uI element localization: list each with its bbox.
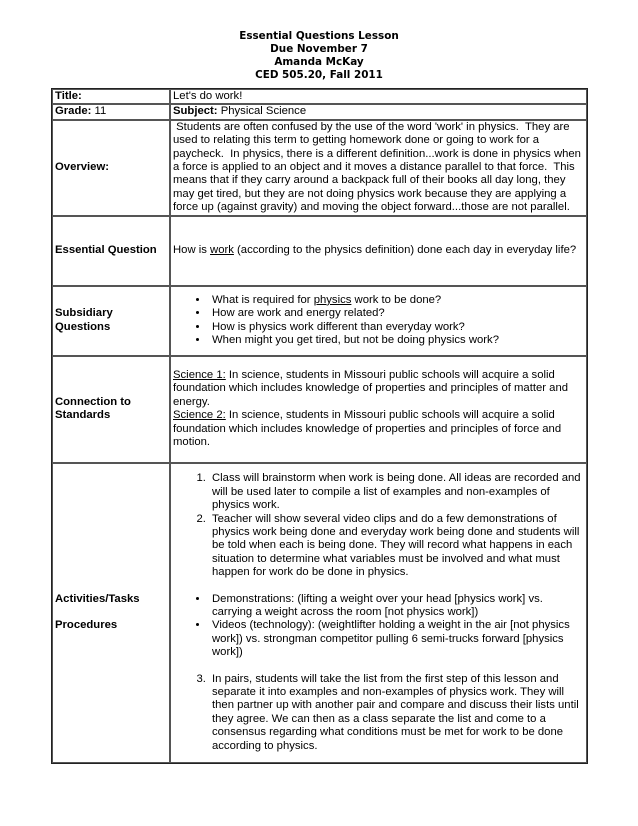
essential-question-row [52, 216, 587, 286]
q1-post: work to be done? [351, 293, 442, 306]
essential-question-post: (according to the physics definition) done each day in everyday life? [233, 243, 577, 256]
demonstration-list [173, 593, 584, 660]
q1-keyword: physics [313, 293, 352, 306]
essential-question-pre: How is [173, 243, 211, 256]
grade-label: Grade: [55, 105, 92, 118]
activities-label [52, 463, 170, 763]
list-item: • How is physics work different than everyday work? [209, 321, 584, 334]
standards-label [52, 356, 170, 463]
grade-row [52, 104, 587, 119]
q1-pre: What is required for [212, 293, 314, 306]
list-item: 3. In pairs, students will take the list from the first step of this lesson and separate it into examples and non-examples of physics work. They will then partner up with another pair and compare and discuss their lists until they agree. We can then as a class separate the list and come to a consensus regarding what conditions must be met for work to be done according to physics. [209, 673, 584, 753]
grade-cell [52, 104, 170, 119]
subject-label: Subject: [173, 105, 218, 118]
lesson-plan-table [51, 88, 588, 764]
procedure-steps-b [173, 673, 584, 753]
list-item: • How are work and energy related? [209, 307, 584, 320]
standard-1 [173, 369, 584, 409]
grade-value: 11 [91, 105, 107, 118]
overview-row [52, 120, 587, 216]
standards-label-line1: Connection to [55, 395, 131, 408]
list-item: • When might you get tired, but not be doing physics work? [209, 334, 584, 347]
standards-label-line2: Standards [55, 409, 111, 422]
subject-value: Physical Science [217, 105, 307, 118]
header-author: Amanda McKay [274, 56, 364, 68]
essential-question-keyword: work [210, 243, 234, 256]
header-title: Essential Questions Lesson [239, 30, 399, 42]
title-value: Let's do work! [170, 89, 587, 104]
header-due-date: Due November 7 [270, 43, 368, 55]
title-row [52, 89, 587, 104]
standards-text [170, 356, 587, 463]
subsidiary-label [52, 286, 170, 356]
subsidiary-label-line1: Subsidiary [55, 307, 113, 320]
list-item: 2. Teacher will show several video clips and do a few demonstrations of physics work being done and everyday work being done and students will be told when each is being done. They will record what happens in each situation to determine what variables must be involved and what must happen for work do be done in physics. [209, 513, 584, 580]
list-item [209, 294, 584, 307]
title-label: Title: [52, 89, 170, 104]
standard-2-text: In science, students in Missouri public schools will acquire a solid foundation which includes knowledge of properties and principles of force and motion. [173, 409, 562, 448]
standard-1-text: In science, students in Missouri public schools will acquire a solid foundation which includes knowledge of properties and principles of matter and energy. [173, 368, 569, 408]
document-header [0, 30, 638, 82]
standard-1-link[interactable]: Science 1: [173, 368, 226, 381]
subsidiary-label-line2: Questions [55, 320, 111, 333]
standards-row [52, 356, 587, 463]
overview-label: Overview: [52, 120, 170, 216]
subsidiary-questions [170, 286, 587, 356]
activities-content [170, 463, 587, 763]
essential-question-text [170, 216, 587, 286]
list-item: • Videos (technology): (weightlifter holding a weight in the air [not physics work]) vs. strongman competitor pulling 6 semi-trucks forward [physics work]) [209, 619, 584, 659]
activities-row [52, 463, 587, 763]
activities-label-line1: Activities/Tasks [55, 592, 140, 605]
subsidiary-row [52, 286, 587, 356]
list-item: 1. Class will brainstorm when work is being done. All ideas are recorded and will be used later to compile a list of examples and non-examples of physics work. [209, 472, 584, 512]
overview-text: Students are often confused by the use of the word 'work' in physics. They are used to relating this term to getting homework done or going to work for a paycheck. In physics, there is a different definition...work is done in physics when a force is applied to an object and it moves a distance parallel to that force. This means that if they carry around a backpack full of their books all day long, they may get tired, but they are not doing physics work because they are applying a force up (against gravity) and moving the object forward...those are not parallel. [170, 120, 587, 216]
subject-cell [170, 104, 587, 119]
essential-question-label: Essential Question [52, 216, 170, 286]
activities-label-line2: Procedures [55, 619, 118, 632]
header-course: CED 505.20, Fall 2011 [255, 69, 383, 81]
subsidiary-list [173, 294, 584, 348]
list-item: • Demonstrations: (lifting a weight over your head [physics work] vs. carrying a weight across the room [not physics work]) [209, 593, 584, 620]
standard-2 [173, 409, 584, 449]
procedure-steps-a [173, 472, 584, 579]
standard-2-link[interactable]: Science 2: [173, 409, 226, 422]
